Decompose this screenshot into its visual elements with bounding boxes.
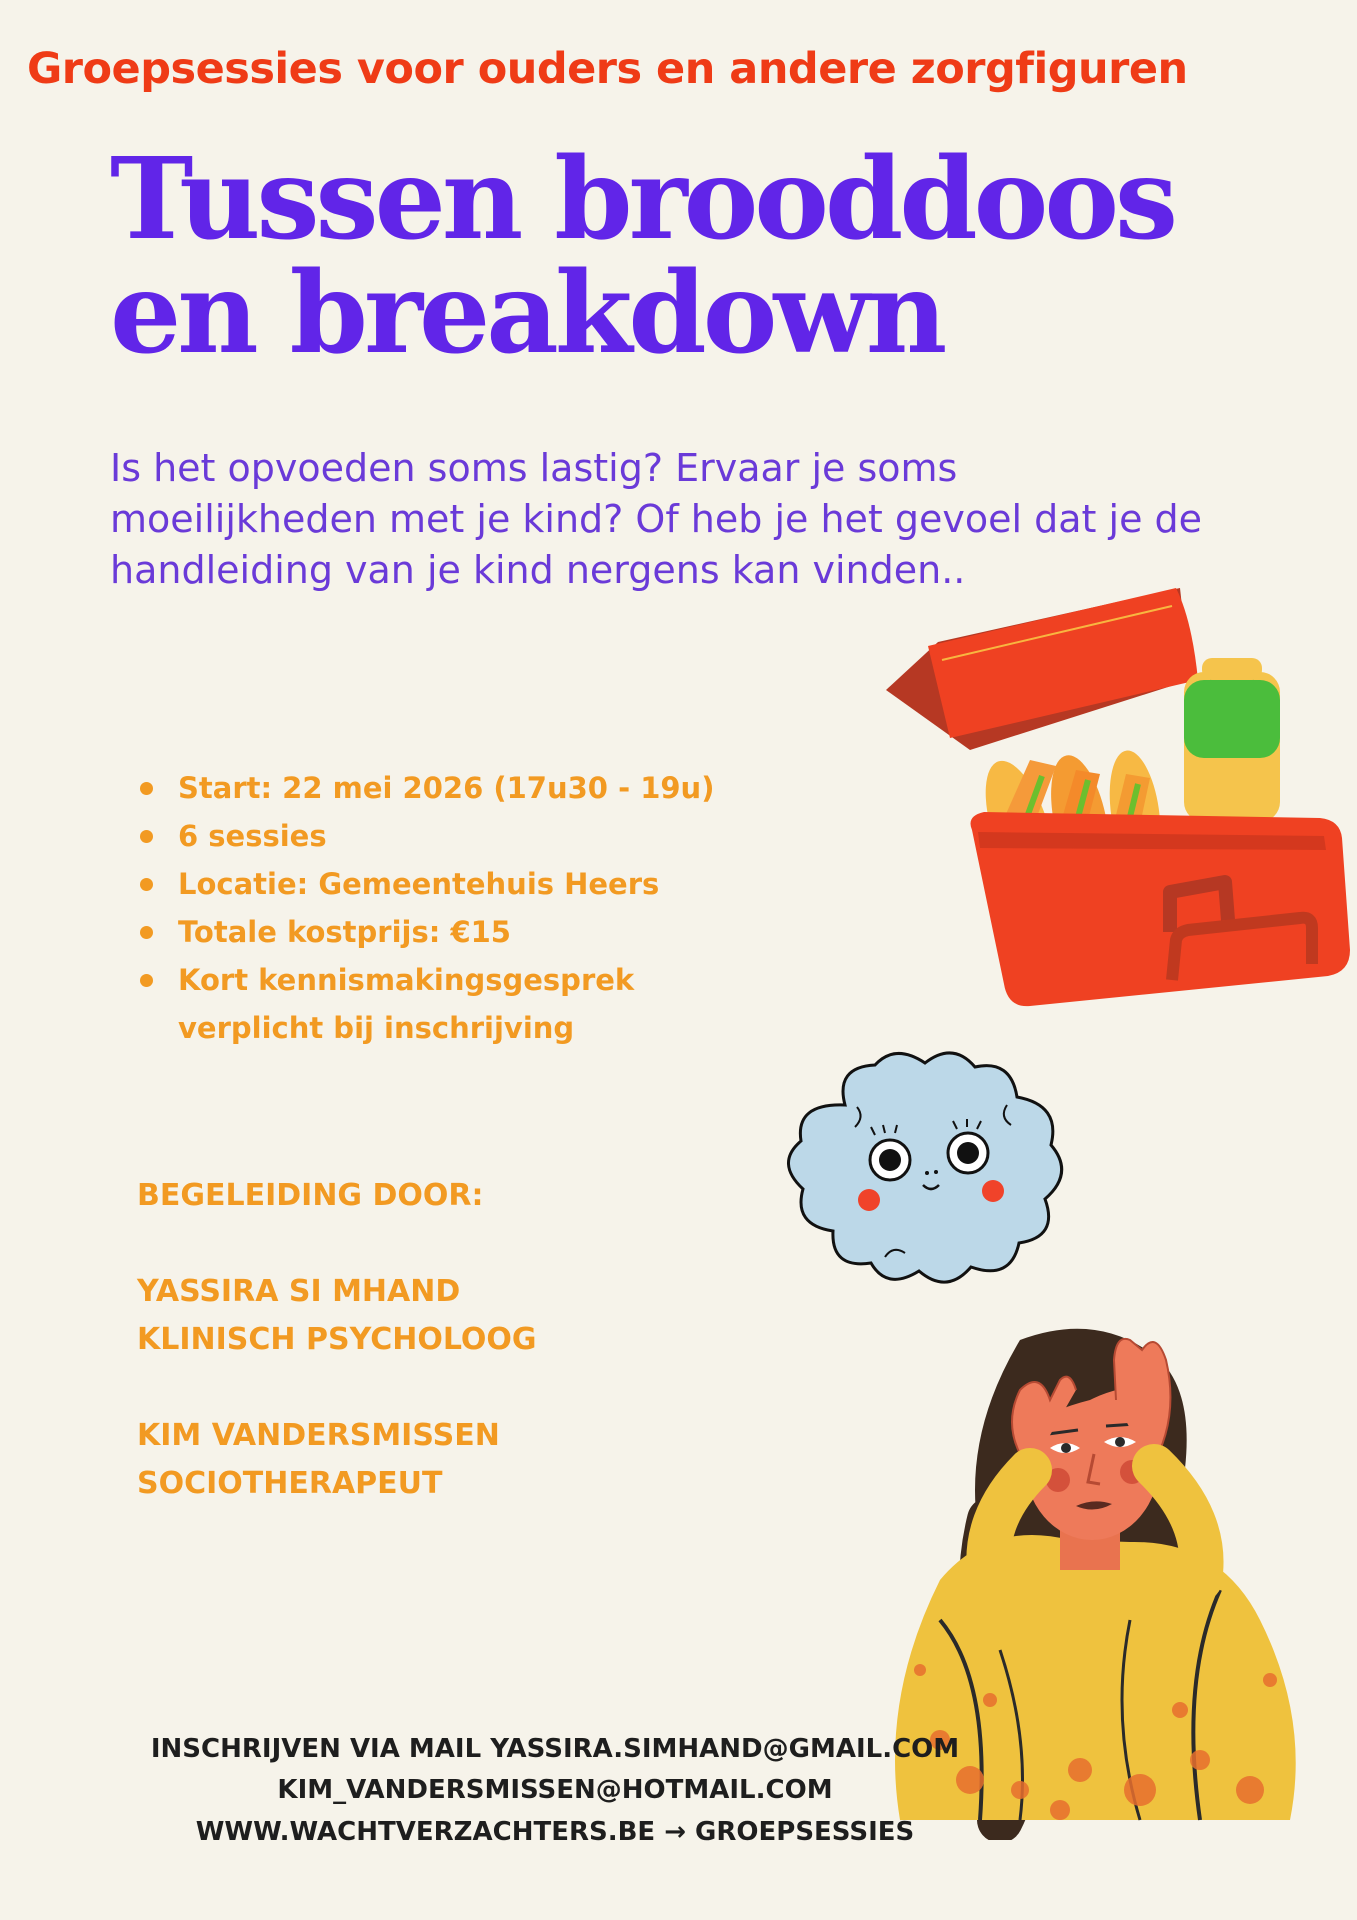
fact-start: Start: 22 mei 2026 (17u30 - 19u) bbox=[140, 764, 760, 812]
staff-role-2: SOCIOTHERAPEUT bbox=[137, 1466, 443, 1501]
fact-intake: Kort kennismakingsgesprek verplicht bij inschrijving bbox=[140, 956, 760, 1052]
staff-heading: BEGELEIDING DOOR: bbox=[137, 1178, 484, 1213]
footer-website-line: WWW.WACHTVERZACHTERS.BE → GROEPSESSIES bbox=[195, 1817, 915, 1847]
footer-signup-line: INSCHRIJVEN VIA MAIL YASSIRA.SIMHAND@GMAIL.COM bbox=[150, 1734, 960, 1764]
fact-sessions: 6 sessies bbox=[140, 812, 760, 860]
intro-text: Is het opvoeden soms lastig? Ervaar je soms moeilijkheden met je kind? Of heb je het gevoel dat je de handleiding van je kind nergens kan vinden.. bbox=[110, 446, 1203, 592]
smiling-cloud-illustration bbox=[775, 1045, 1075, 1295]
poster-title: Tussen brooddoos en breakdown bbox=[110, 134, 1175, 379]
lunchbox-illustration bbox=[880, 580, 1357, 1020]
facts-list bbox=[140, 764, 760, 1052]
fact-location: Locatie: Gemeentehuis Heers bbox=[140, 860, 760, 908]
staff-name-1: YASSIRA SI MHAND bbox=[137, 1274, 461, 1309]
footer-email-line: KIM_VANDERSMISSEN@HOTMAIL.COM bbox=[277, 1775, 833, 1805]
staff-role-1: KLINISCH PSYCHOLOOG bbox=[137, 1322, 537, 1357]
tagline: Groepsessies voor ouders en andere zorgfiguren bbox=[27, 44, 1188, 94]
staff-name-2: KIM VANDERSMISSEN bbox=[137, 1418, 500, 1453]
fact-price: Totale kostprijs: €15 bbox=[140, 908, 760, 956]
